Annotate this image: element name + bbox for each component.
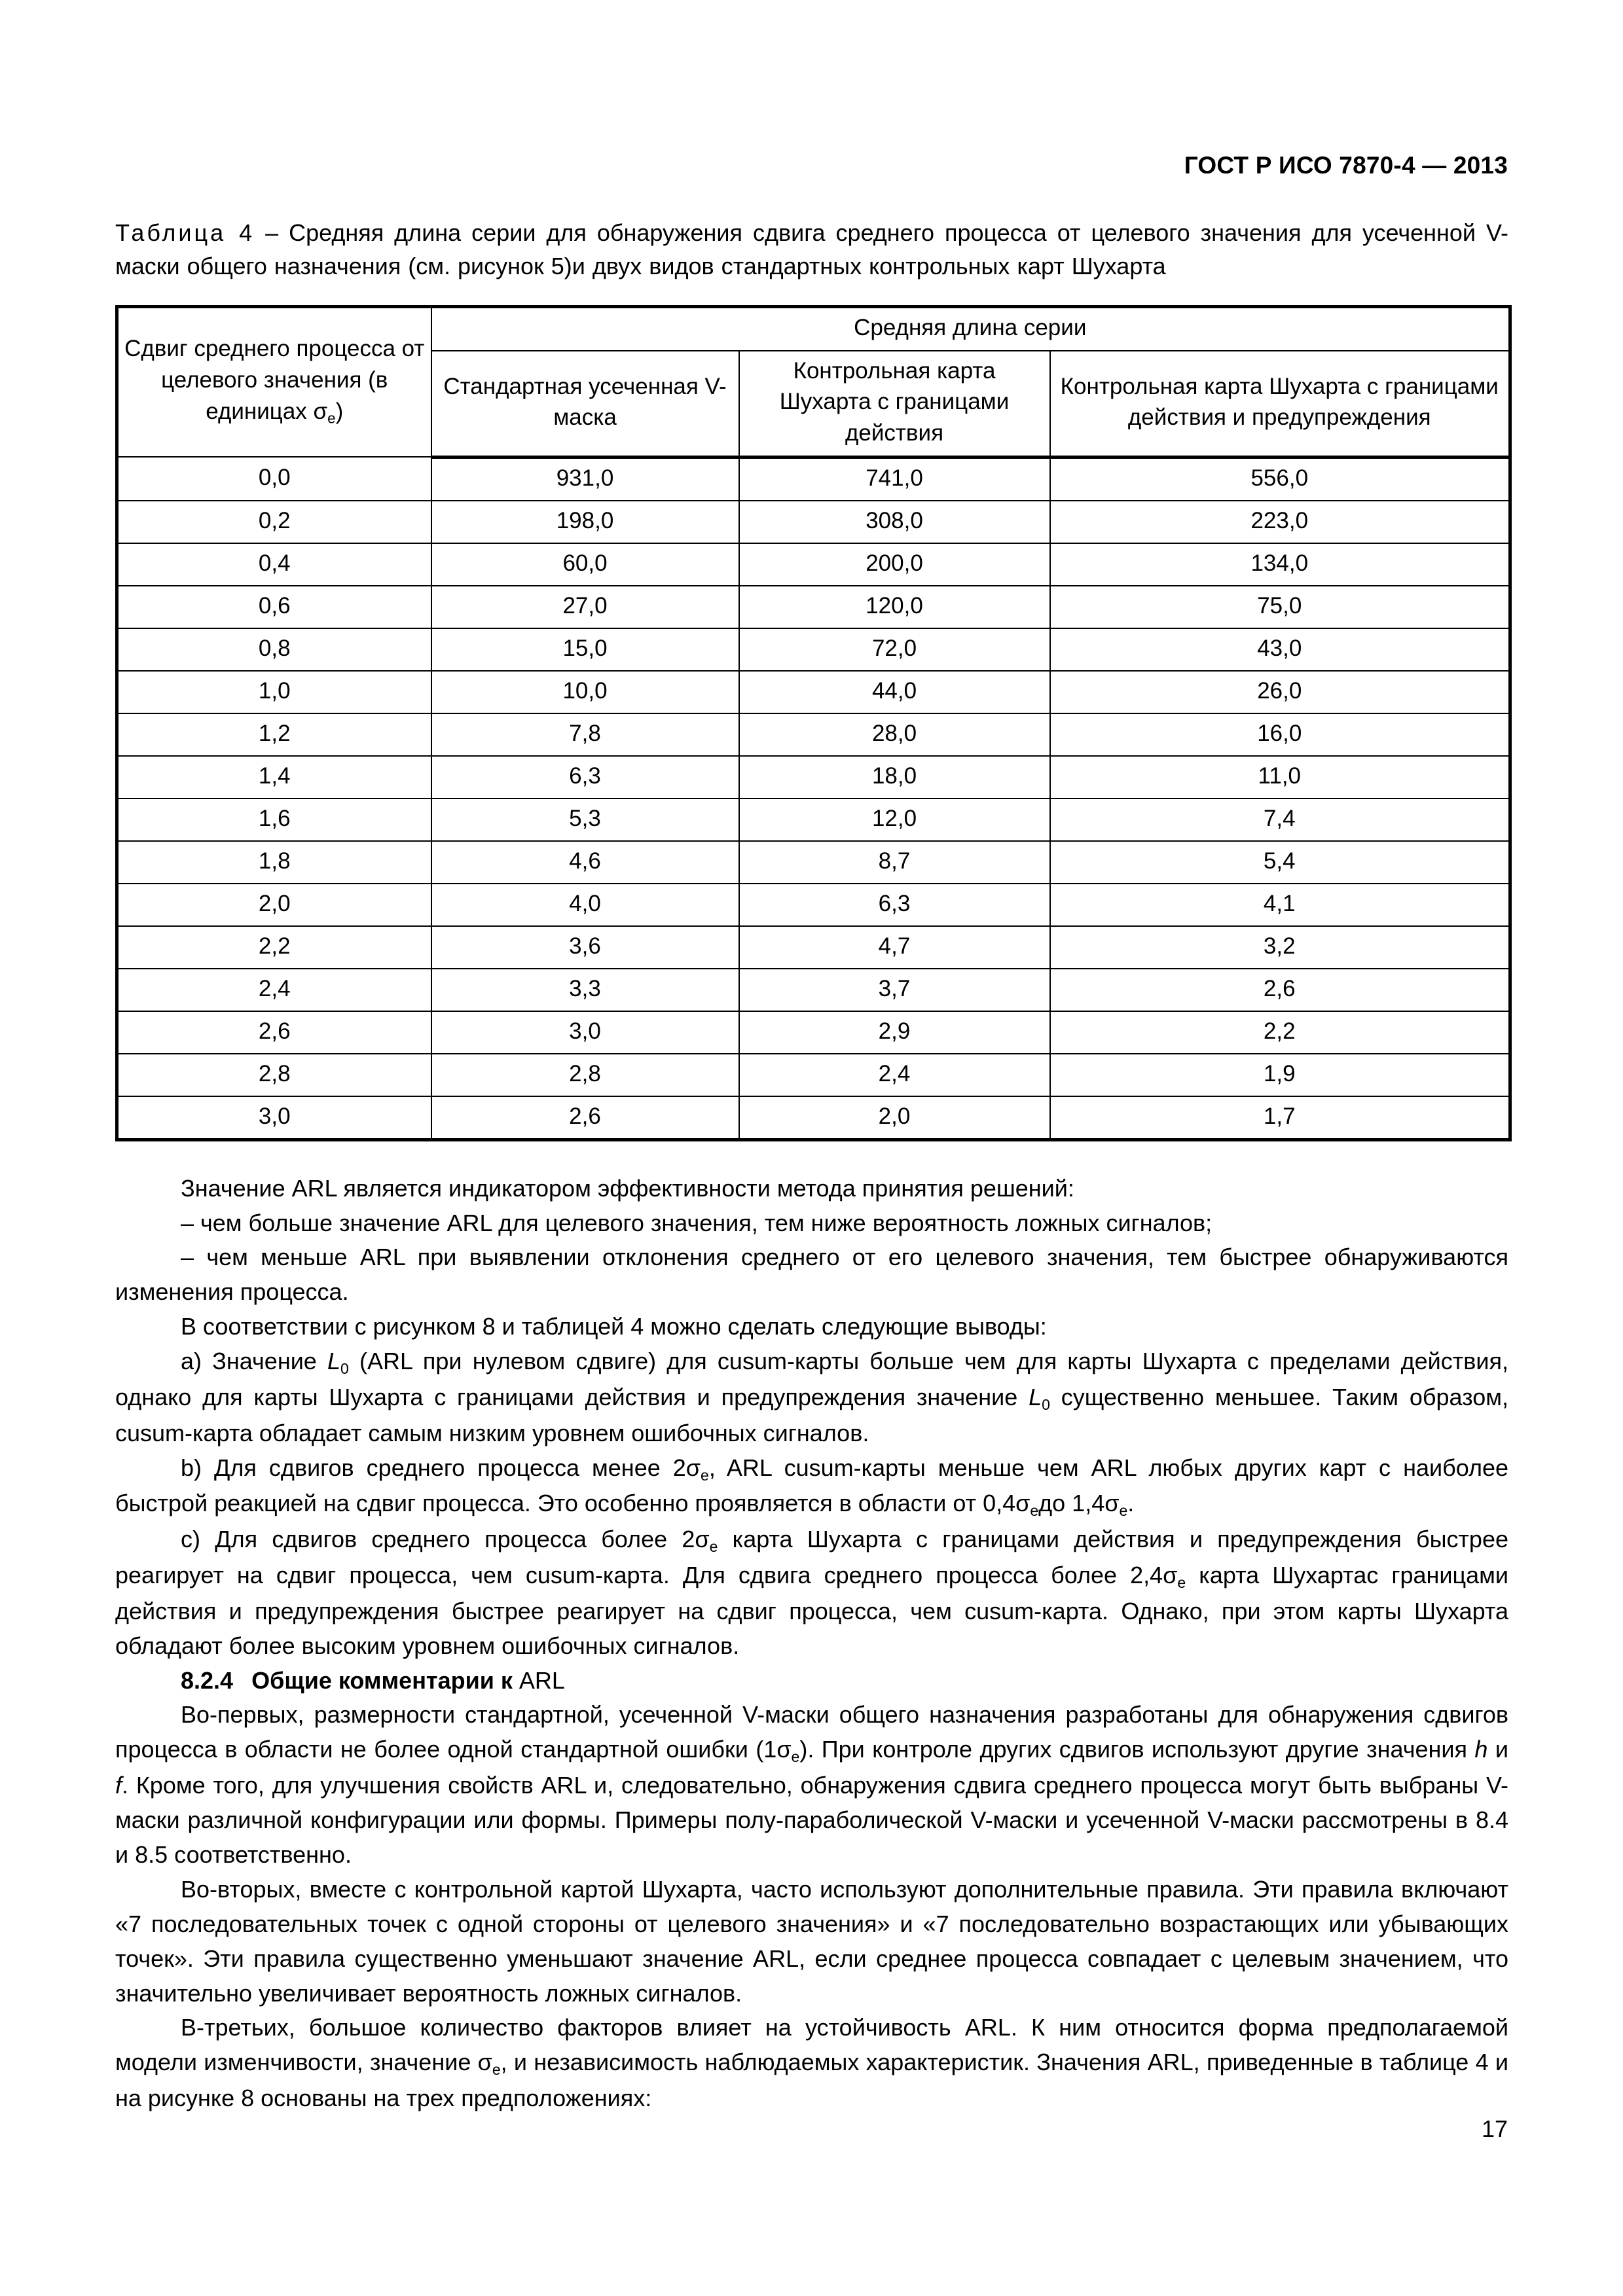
table-cell-arl: 200,0: [739, 543, 1050, 586]
table-cell-arl: 11,0: [1050, 756, 1510, 798]
table-cell-arl: 8,7: [739, 841, 1050, 884]
table-cell-arl: 1,7: [1050, 1096, 1510, 1140]
section-heading-8-2-4: [115, 1664, 1508, 1698]
table-cell-shift: 0,8: [117, 628, 431, 671]
table-cell-arl: 5,4: [1050, 841, 1510, 884]
conclusion-a-text-2: (ARL при нулевом сдвиге) для cusum-карты больше чем для карты Шухарта с пределами действия, однако для карты Шухарта с границами действия и предупреждения значение: [115, 1348, 1508, 1410]
table-cell-arl: 2,4: [739, 1054, 1050, 1096]
table-cell-arl: 1,9: [1050, 1054, 1510, 1096]
table-cell-arl: 6,3: [739, 884, 1050, 926]
conclusion-b-text-4: .: [1127, 1490, 1135, 1517]
table-cell-arl: 3,7: [739, 969, 1050, 1011]
conclusion-c-subscript-e2: e: [1177, 1573, 1186, 1591]
thirdly-subscript-e: e: [492, 2061, 501, 2079]
conclusion-b-subscript-e2: e: [1030, 1502, 1039, 1520]
table-cell-arl: 12,0: [739, 798, 1050, 841]
conclusion-c-text-2: карта Шухарта с границами действия и предупреждения быстрее реагирует на сдвиг процесса, чем cusum-карта. Для сдвига среднего процесса более 2,4σ: [115, 1526, 1508, 1588]
table-cell-arl: 134,0: [1050, 543, 1510, 586]
conclusion-a-text-1: a) Значение: [181, 1348, 328, 1375]
conclusion-c-subscript-e1: e: [709, 1538, 718, 1556]
table-cell-arl: 3,2: [1050, 926, 1510, 969]
arl-table-body: [117, 457, 1510, 1139]
table-cell-arl: 120,0: [739, 586, 1050, 628]
table-cell-arl: 3,6: [431, 926, 739, 969]
header-cell-shewhart-action-warning: Контрольная карта Шухарта с границами действия и предупреждения: [1050, 351, 1510, 457]
conclusion-a-text-3: существенно меньшее. Таким образом, cusum-карта обладает самым низким уровнем ошибочных сигналов.: [115, 1383, 1508, 1446]
table-row: [117, 969, 1510, 1011]
header-cell-group-arl: Средняя длина серии: [431, 307, 1510, 351]
thirdly-text-1: В-третьих, большое количество факторов влияет на устойчивость ARL. К ним относится форма предполагаемой модели изменчивости, значение σ: [115, 2014, 1508, 2076]
firstly-text-3: и: [1487, 1736, 1508, 1763]
conclusion-c-text-3: карта Шухартас границами действия и предупреждения быстрее реагирует на сдвиг процесса, чем cusum-карта. Однако, при этом карты Шухарта обладают более высоким уровнем ошибочных сигналов.: [115, 1561, 1509, 1659]
table-cell-arl: 7,4: [1050, 798, 1510, 841]
table-cell-arl: 60,0: [431, 543, 739, 586]
table-cell-arl: 18,0: [739, 756, 1050, 798]
table-cell-shift: 0,6: [117, 586, 431, 628]
firstly-symbol-h: h: [1474, 1736, 1488, 1763]
paragraph-firstly: [115, 1698, 1508, 1872]
table-row: [117, 671, 1510, 713]
table-cell-shift: 1,8: [117, 841, 431, 884]
conclusion-b-subscript-e3: e: [1119, 1502, 1128, 1520]
firstly-text-1: Во-первых, размерности стандартной, усеченной V-маски общего назначения разработаны для обнаружения сдвигов процесса в области не более одной стандартной ошибки (1σ: [115, 1701, 1508, 1763]
header-cell-vmask: Стандартная усеченная V-маска: [431, 351, 739, 457]
section-heading-title-rest: ARL: [512, 1666, 565, 1694]
paragraph-conclusions-intro: В соответствии с рисунком 8 и таблицей 4 можно сделать следующие выводы:: [181, 1313, 1047, 1340]
table-row: [117, 798, 1510, 841]
table-header-row-1: [117, 307, 1510, 351]
table-cell-arl: 44,0: [739, 671, 1050, 713]
table-cell-shift: 2,2: [117, 926, 431, 969]
table-row: [117, 1096, 1510, 1140]
table-cell-arl: 556,0: [1050, 457, 1510, 501]
body-text-block: [115, 1172, 1508, 2116]
table-cell-shift: 2,8: [117, 1054, 431, 1096]
table-cell-arl: 2,2: [1050, 1011, 1510, 1054]
page-number: 17: [1481, 2115, 1508, 2142]
firstly-text-4: . Кроме того, для улучшения свойств ARL и, следовательно, обнаружения сдвига среднего процесса могут быть выбраны V-маски различной конфигурации или формы. Примеры полу-параболической V-маски и усеченной V-маски рассмотрены в 8.4 и 8.5 соответственно.: [115, 1772, 1508, 1868]
table-cell-arl: 741,0: [739, 457, 1050, 501]
table-cell-arl: 43,0: [1050, 628, 1510, 671]
table-caption-label: Таблица 4: [115, 219, 255, 246]
table-cell-arl: 308,0: [739, 501, 1050, 543]
table-cell-arl: 10,0: [431, 671, 739, 713]
table-cell-shift: 2,6: [117, 1011, 431, 1054]
page-content: [115, 216, 1508, 2116]
paragraph-conclusion-c: [115, 1522, 1508, 1663]
table-cell-arl: 2,6: [1050, 969, 1510, 1011]
arl-table-head: [117, 307, 1510, 457]
paragraph-thirdly: [115, 2011, 1508, 2116]
table-cell-arl: 16,0: [1050, 713, 1510, 756]
table-row: [117, 926, 1510, 969]
table-row: [117, 756, 1510, 798]
table-cell-shift: 0,4: [117, 543, 431, 586]
table-row: [117, 841, 1510, 884]
table-cell-arl: 26,0: [1050, 671, 1510, 713]
firstly-subscript-e: e: [791, 1748, 800, 1766]
section-heading-title-bold: Общие комментарии к: [251, 1666, 513, 1694]
conclusion-a-symbol-L2: L: [1029, 1383, 1042, 1410]
table-caption-text: – Средняя длина серии для обнаружения сдвига среднего процесса от целевого значения для усеченной V-маски общего назначения (см. рисунок 5)и двух видов стандартных контрольных карт Шухарта: [115, 219, 1508, 280]
header-shift-text-b: ): [335, 398, 344, 424]
paragraph-bullet-higher-arl: – чем больше значение ARL для целевого значения, тем ниже вероятность ложных сигналов;: [181, 1209, 1213, 1236]
table-cell-shift: 2,4: [117, 969, 431, 1011]
table-row: [117, 586, 1510, 628]
firstly-symbol-f: f: [115, 1772, 122, 1799]
paragraph-secondly: Во-вторых, вместе с контрольной картой Шухарта, часто используют дополнительные правила. Эти правила включают «7 последовательных точек с одной стороны от целевого значения» и «7 последовательно возрастающих или убывающих точек». Эти правила существенно уменьшают значение ARL, если среднее процесса совпадает с целевым значением, что значительно увеличивает вероятность ложных сигналов.: [115, 1875, 1508, 2007]
table-cell-shift: 0,0: [117, 457, 431, 501]
table-cell-shift: 2,0: [117, 884, 431, 926]
table-cell-arl: 75,0: [1050, 586, 1510, 628]
section-heading-number: 8.2.4: [181, 1666, 234, 1694]
table-row: [117, 543, 1510, 586]
thirdly-text-2: , и независимость наблюдаемых характеристик. Значения ARL, приведенные в таблице 4 и на рисунке 8 основаны на трех предположениях:: [115, 2049, 1508, 2112]
header-cell-shift: [117, 307, 431, 457]
table-cell-arl: 7,8: [431, 713, 739, 756]
table-cell-arl: 2,9: [739, 1011, 1050, 1054]
conclusion-a-subscript-0b: 0: [1042, 1395, 1050, 1413]
conclusion-b-text-3: до 1,4σ: [1038, 1490, 1120, 1517]
table-row: [117, 884, 1510, 926]
table-cell-shift: 1,6: [117, 798, 431, 841]
table-cell-arl: 2,0: [739, 1096, 1050, 1140]
table-cell-arl: 3,3: [431, 969, 739, 1011]
table-cell-arl: 3,0: [431, 1011, 739, 1054]
table-row: [117, 628, 1510, 671]
table-row: [117, 1011, 1510, 1054]
table-cell-shift: 1,4: [117, 756, 431, 798]
conclusion-b-text-1: b) Для сдвигов среднего процесса менее 2σ: [181, 1454, 701, 1481]
table-cell-arl: 4,7: [739, 926, 1050, 969]
table-cell-shift: 1,2: [117, 713, 431, 756]
running-header-standard-number: ГОСТ Р ИСО 7870-4 — 2013: [1184, 152, 1508, 179]
paragraph-arl-indicator: Значение ARL является индикатором эффективности метода принятия решений:: [181, 1174, 1074, 1202]
header-shift-text-a: Сдвиг среднего процесса от целевого значения (в единицах σ: [124, 336, 425, 424]
table-row: [117, 457, 1510, 501]
table-row: [117, 713, 1510, 756]
table-cell-arl: 4,1: [1050, 884, 1510, 926]
table-cell-arl: 223,0: [1050, 501, 1510, 543]
table-cell-arl: 6,3: [431, 756, 739, 798]
table-cell-shift: 3,0: [117, 1096, 431, 1140]
table-cell-arl: 2,8: [431, 1054, 739, 1096]
arl-table: [115, 305, 1512, 1141]
table-caption: [115, 216, 1508, 283]
table-cell-arl: 4,0: [431, 884, 739, 926]
conclusion-a-subscript-0: 0: [340, 1360, 349, 1378]
conclusion-a-symbol-L: L: [327, 1348, 341, 1375]
firstly-text-2: ). При контроле других сдвигов используют другие значения: [799, 1736, 1475, 1763]
table-cell-arl: 198,0: [431, 501, 739, 543]
table-row: [117, 501, 1510, 543]
conclusion-b-text-2: , ARL cusum-карты меньше чем ARL любых других карт с наиболее быстрой реакцией на сдвиг процесса. Это особенно проявляется в области от 0,4σ: [115, 1454, 1508, 1517]
table-cell-arl: 5,3: [431, 798, 739, 841]
table-cell-arl: 15,0: [431, 628, 739, 671]
table-cell-arl: 4,6: [431, 841, 739, 884]
table-cell-arl: 28,0: [739, 713, 1050, 756]
table-cell-arl: 27,0: [431, 586, 739, 628]
conclusion-c-text-1: c) Для сдвигов среднего процесса более 2σ: [181, 1526, 710, 1553]
table-cell-shift: 0,2: [117, 501, 431, 543]
conclusion-b-subscript-e1: e: [701, 1466, 709, 1484]
header-shift-subscript: e: [327, 410, 336, 427]
table-cell-arl: 2,6: [431, 1096, 739, 1140]
table-cell-shift: 1,0: [117, 671, 431, 713]
table-row: [117, 1054, 1510, 1096]
table-cell-arl: 72,0: [739, 628, 1050, 671]
header-cell-shewhart-action: Контрольная карта Шухарта с границами действия: [739, 351, 1050, 457]
paragraph-conclusion-b: [115, 1451, 1508, 1523]
paragraph-bullet-lower-arl: – чем меньше ARL при выявлении отклонения среднего от его целевого значения, тем быстрее обнаруживаются изменения процесса.: [115, 1244, 1508, 1306]
table-cell-arl: 931,0: [431, 457, 739, 501]
paragraph-conclusion-a: [115, 1344, 1508, 1450]
